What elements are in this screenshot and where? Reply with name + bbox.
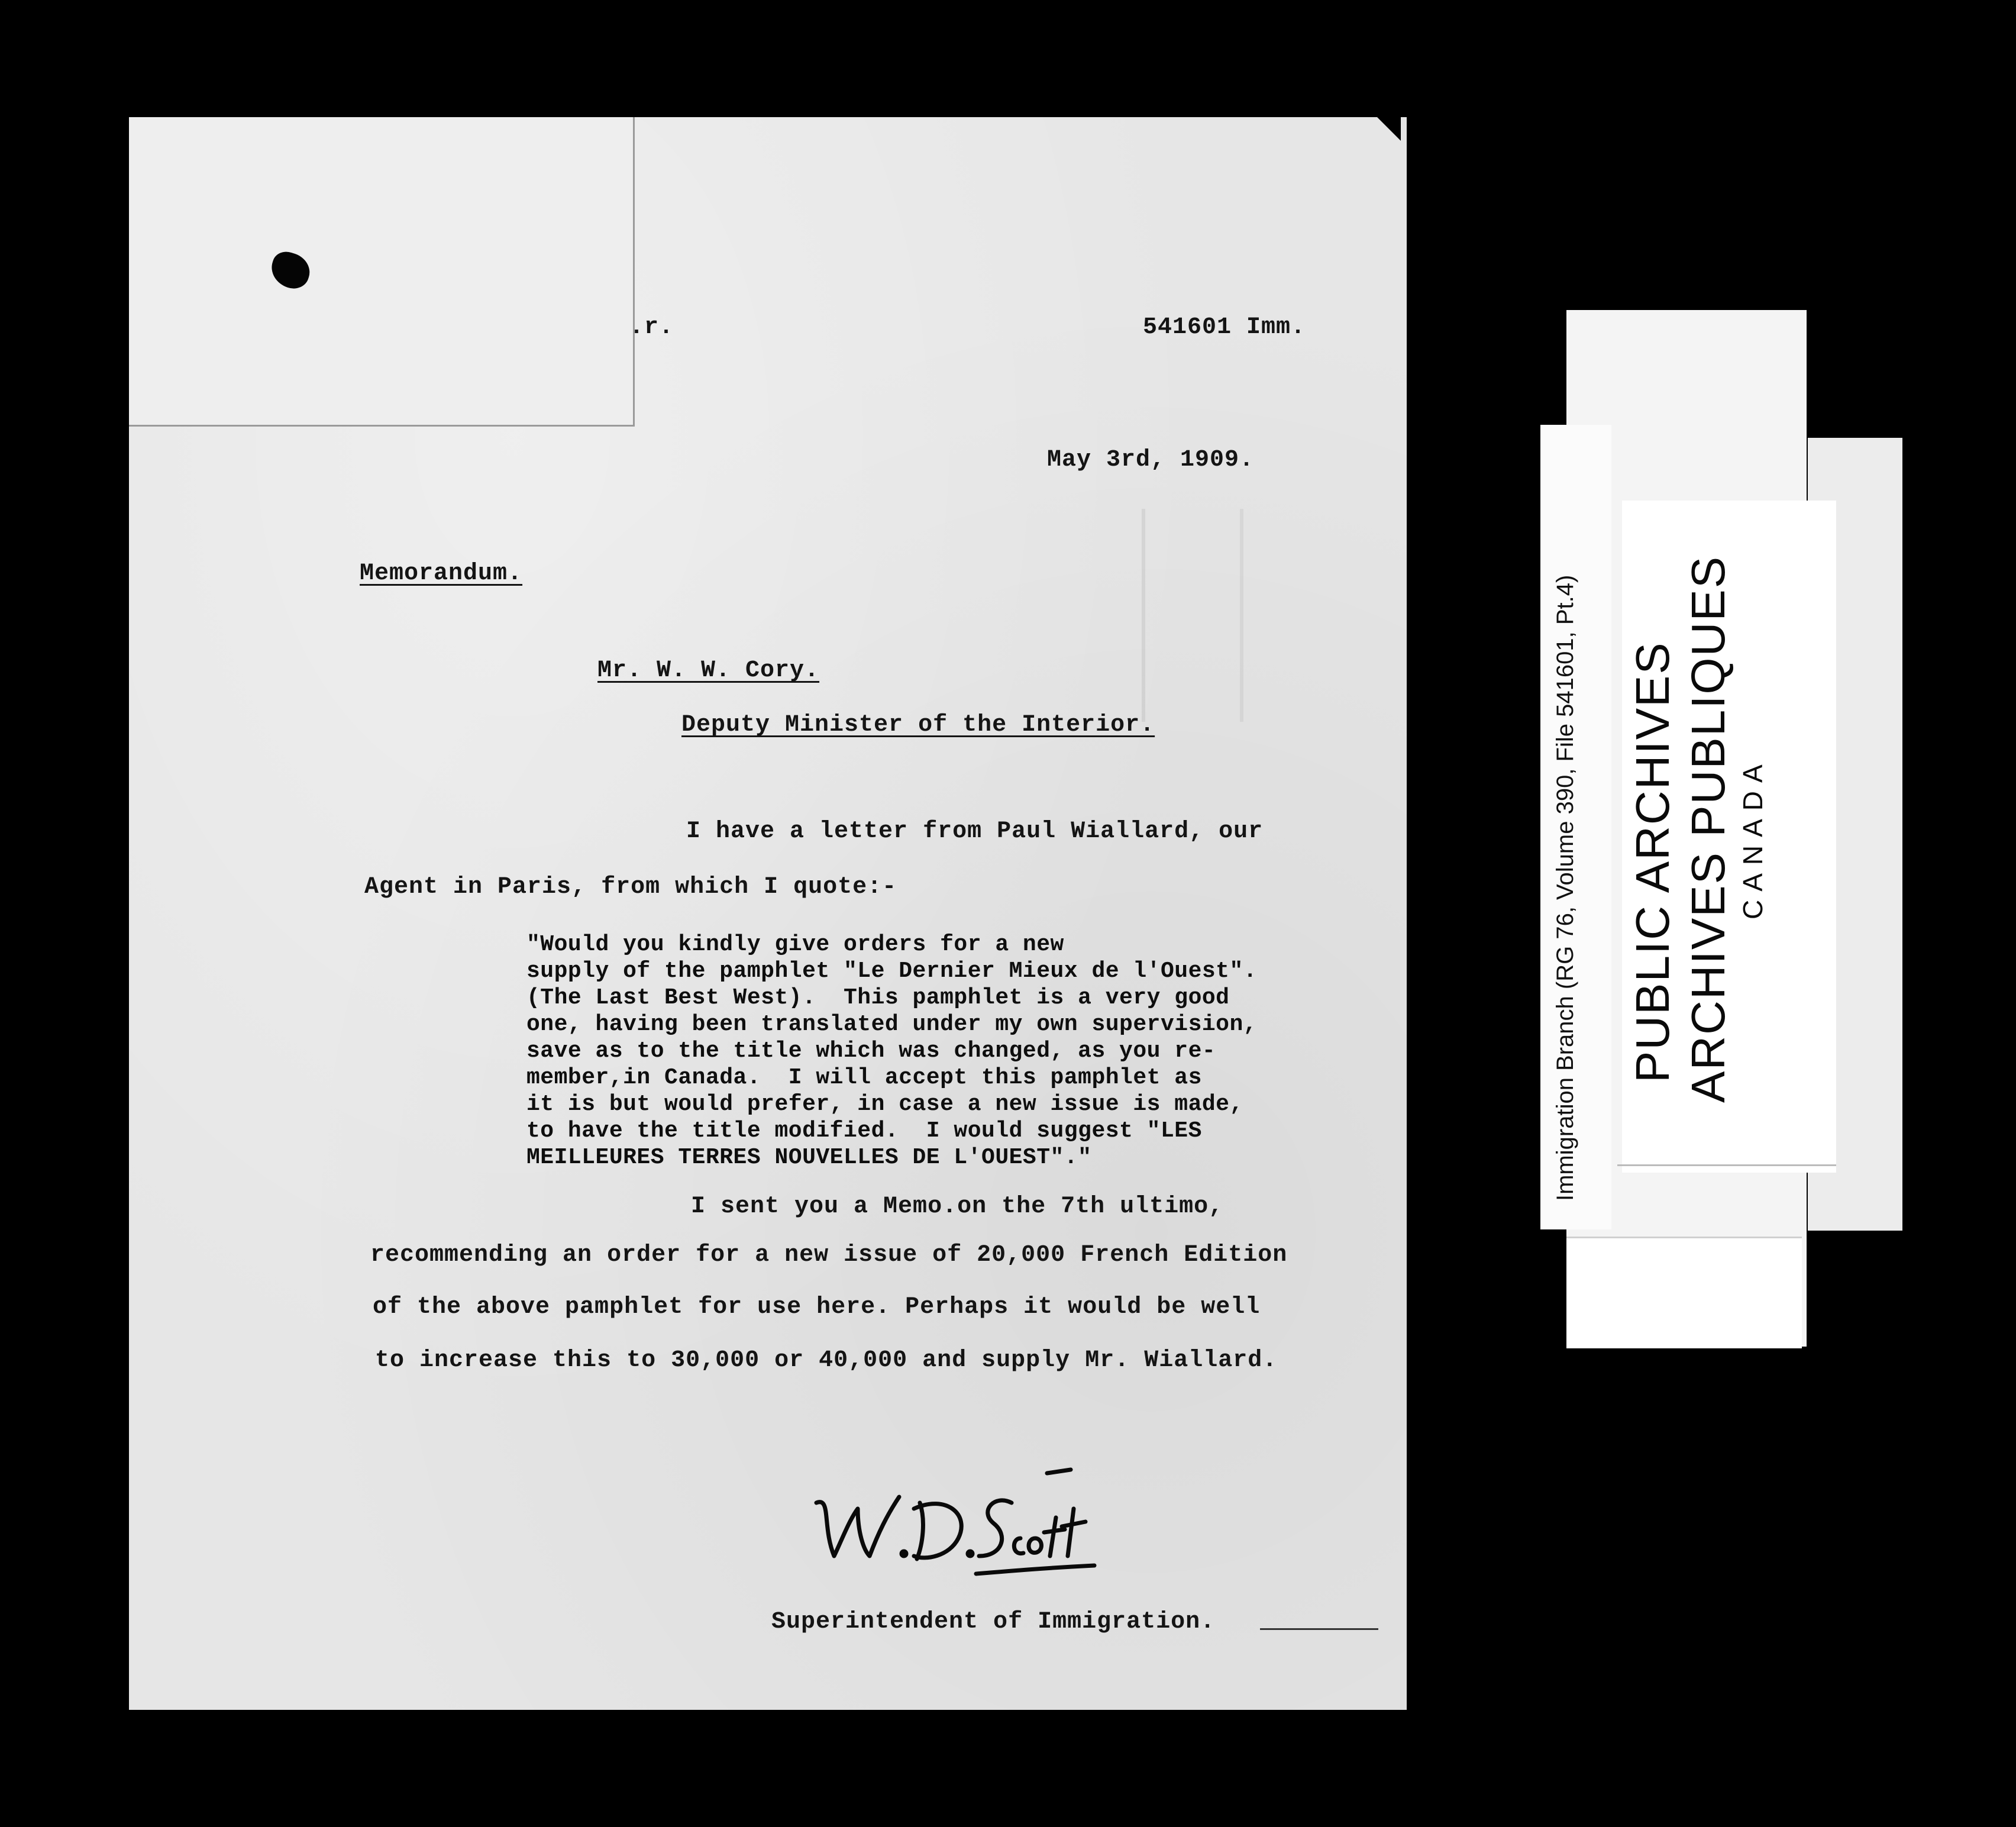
memo-date: May 3rd, 1909. (1047, 447, 1255, 473)
archive-reference: Immigration Branch (RG 76, Volume 390, File 541601, Pt.4) (1552, 574, 1578, 1201)
archive-label-line-2: ARCHIVES PUBLIQUES (1682, 555, 1734, 1103)
addressee-title: Deputy Minister of the Interior. (681, 712, 1155, 738)
archive-label-country: CANADA (1737, 756, 1768, 919)
paragraph-2-line-4: to increase this to 30,000 or 40,000 and supply Mr. Wiallard. (375, 1347, 1278, 1374)
paragraph-1-line-2: Agent in Paris, from which I quote:- (364, 874, 897, 900)
file-number: 541601 Imm. (1143, 314, 1306, 341)
paragraph-1-line-1: I have a letter from Paul Wiallard, our (686, 818, 1264, 845)
faint-stamp-mark (1142, 509, 1243, 722)
quoted-letter: "Would you kindly give orders for a new supply of the pamphlet "Le Dernier Mieux de l'Ouest". (The Last Best West). This pamphlet is a very good one, having been translated under my own supervision, save as to the title which was changed, as you re- member,in Canada. I will accept this pamphlet as it is but would prefer, in case a new issue is made, to have the title modified. I would suggest "LES MEILLEURES TERRES NOUVELLES DE L'OUEST"." (526, 932, 1258, 1170)
file-prefix: .r. (629, 314, 674, 341)
archive-label-divider (1617, 1164, 1836, 1166)
overlay-paper-slip (129, 117, 635, 427)
sheet-folded-corner (1377, 117, 1401, 141)
signature-rule (1260, 1628, 1378, 1630)
memo-heading: Memorandum. (360, 560, 523, 587)
signature-caption: Superintendent of Immigration. (771, 1609, 1216, 1635)
paragraph-2-line-1: I sent you a Memo.on the 7th ultimo, (691, 1193, 1224, 1220)
addressee-name: Mr. W. W. Cory. (597, 657, 820, 684)
archive-label-tab (1566, 1237, 1802, 1348)
paragraph-2-line-2: recommending an order for a new issue of 20,000 French Edition (370, 1242, 1288, 1268)
archive-label-line-1: PUBLIC ARCHIVES (1626, 641, 1679, 1083)
paragraph-2-line-3: of the above pamphlet for use here. Perhaps it would be well (373, 1294, 1261, 1321)
handwritten-signature (799, 1461, 1106, 1592)
